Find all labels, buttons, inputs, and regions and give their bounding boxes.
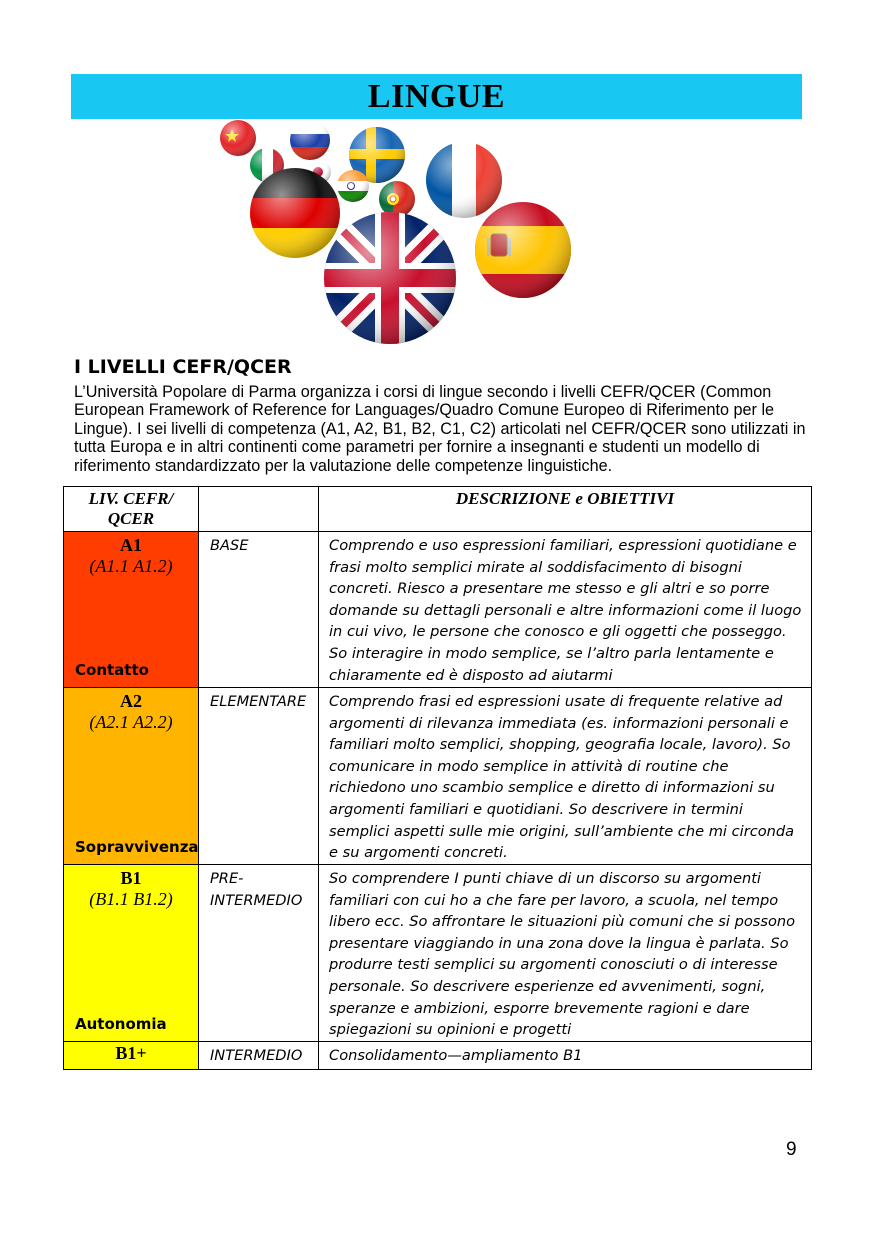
page-number: 9 xyxy=(786,1139,797,1160)
level-code: B1+ xyxy=(115,1042,147,1063)
category-cell: INTERMEDIO xyxy=(199,1041,319,1069)
table-row xyxy=(64,532,812,688)
description-cell: Comprendo e uso espressioni familiari, espressioni quotidiane e frasi molto semplici mirate al soddisfacimento di bisogni concreti. Riesco a presentare me stesso e gli altri e so porre domande su dettagli personali e altre informazioni come il luogo in cui vivo, le persone che conosco e gli oggetti che posseggo. So interagire in modo semplice, se l’altro parla lentamente e chiaramente ed è disposto ad aiutarmi xyxy=(319,532,812,688)
table-row xyxy=(64,688,812,865)
level-cell xyxy=(64,865,199,1042)
level-cell xyxy=(64,688,199,865)
description-cell: So comprendere I punti chiave di un discorso su argomenti familiari con cui ho a che fare per lavoro, a scuola, nel tempo libero ecc. So affrontare le situazioni più comuni che si possono presentare viaggiando in una zona dove la lingua è parlata. So produrre testi semplici su argomenti conosciuti o di interesse personale. So descrivere esperienze ed avvenimenti, sogni, speranze e ambizioni, esporre brevemente ragioni e dare spiegazioni su opinioni e progetti xyxy=(319,865,812,1042)
table-row xyxy=(64,865,812,1042)
level-code: B1 xyxy=(120,868,142,888)
level-tag: Autonomia xyxy=(75,1014,167,1033)
level-code: A2 xyxy=(120,691,142,711)
cefr-levels-table xyxy=(63,486,812,1070)
level-sublevels: (A2.1 A2.2) xyxy=(89,712,173,732)
level-cell xyxy=(64,1041,199,1069)
table-header-row xyxy=(64,487,812,532)
language-flags-illustration xyxy=(205,120,585,345)
header-category xyxy=(199,487,319,532)
section-title: I LIVELLI CEFR/QCER xyxy=(74,356,292,378)
page-title: LINGUE xyxy=(367,77,506,115)
level-tag: Sopravvivenza xyxy=(75,838,199,856)
header-description: DESCRIZIONE e OBIETTIVI xyxy=(319,487,812,532)
level-tag: Contatto xyxy=(75,661,149,679)
intro-paragraph: L’Università Popolare di Parma organizza i corsi di lingue secondo i livelli CEFR/QCER (Common European Framework of Reference for Languages/Quadro Comune Europeo di Riferimento per le Lingue). I sei livelli di competenza (A1, A2, B1, B2, C1, C2) articolati nel CEFR/QCER sono utilizzati in tutta Europa e in altri continenti come parametri per fornire a insegnanti e studenti un modello di riferimento standardizzato per la valutazione delle competenze linguistiche. xyxy=(74,383,806,475)
category-cell: ELEMENTARE xyxy=(199,688,319,865)
category-cell: PRE- INTERMEDIO xyxy=(199,865,319,1042)
table-row xyxy=(64,1041,812,1069)
header-level: LIV. CEFR/ QCER xyxy=(64,487,199,532)
description-cell: Consolidamento—ampliamento B1 xyxy=(319,1041,812,1069)
description-cell: Comprendo frasi ed espressioni usate di frequente relative ad argomenti di rilevanza immediata (es. informazioni personali e familiari molto semplici, shopping, geografia locale, lavoro). So comunicare in modo semplice in attività di routine che richiedono uno scambio semplice e diretto di informazioni su argomenti familiari e quotidiani. So descrivere in termini semplici aspetti sulle mie origini, sull’ambiente che mi circonda e su argomenti concreti. xyxy=(319,688,812,865)
level-cell xyxy=(64,532,199,688)
level-code: A1 xyxy=(120,535,142,555)
level-sublevels: (A1.1 A1.2) xyxy=(89,556,173,576)
level-sublevels: (B1.1 B1.2) xyxy=(89,889,173,909)
category-cell: BASE xyxy=(199,532,319,688)
title-banner xyxy=(71,74,802,119)
